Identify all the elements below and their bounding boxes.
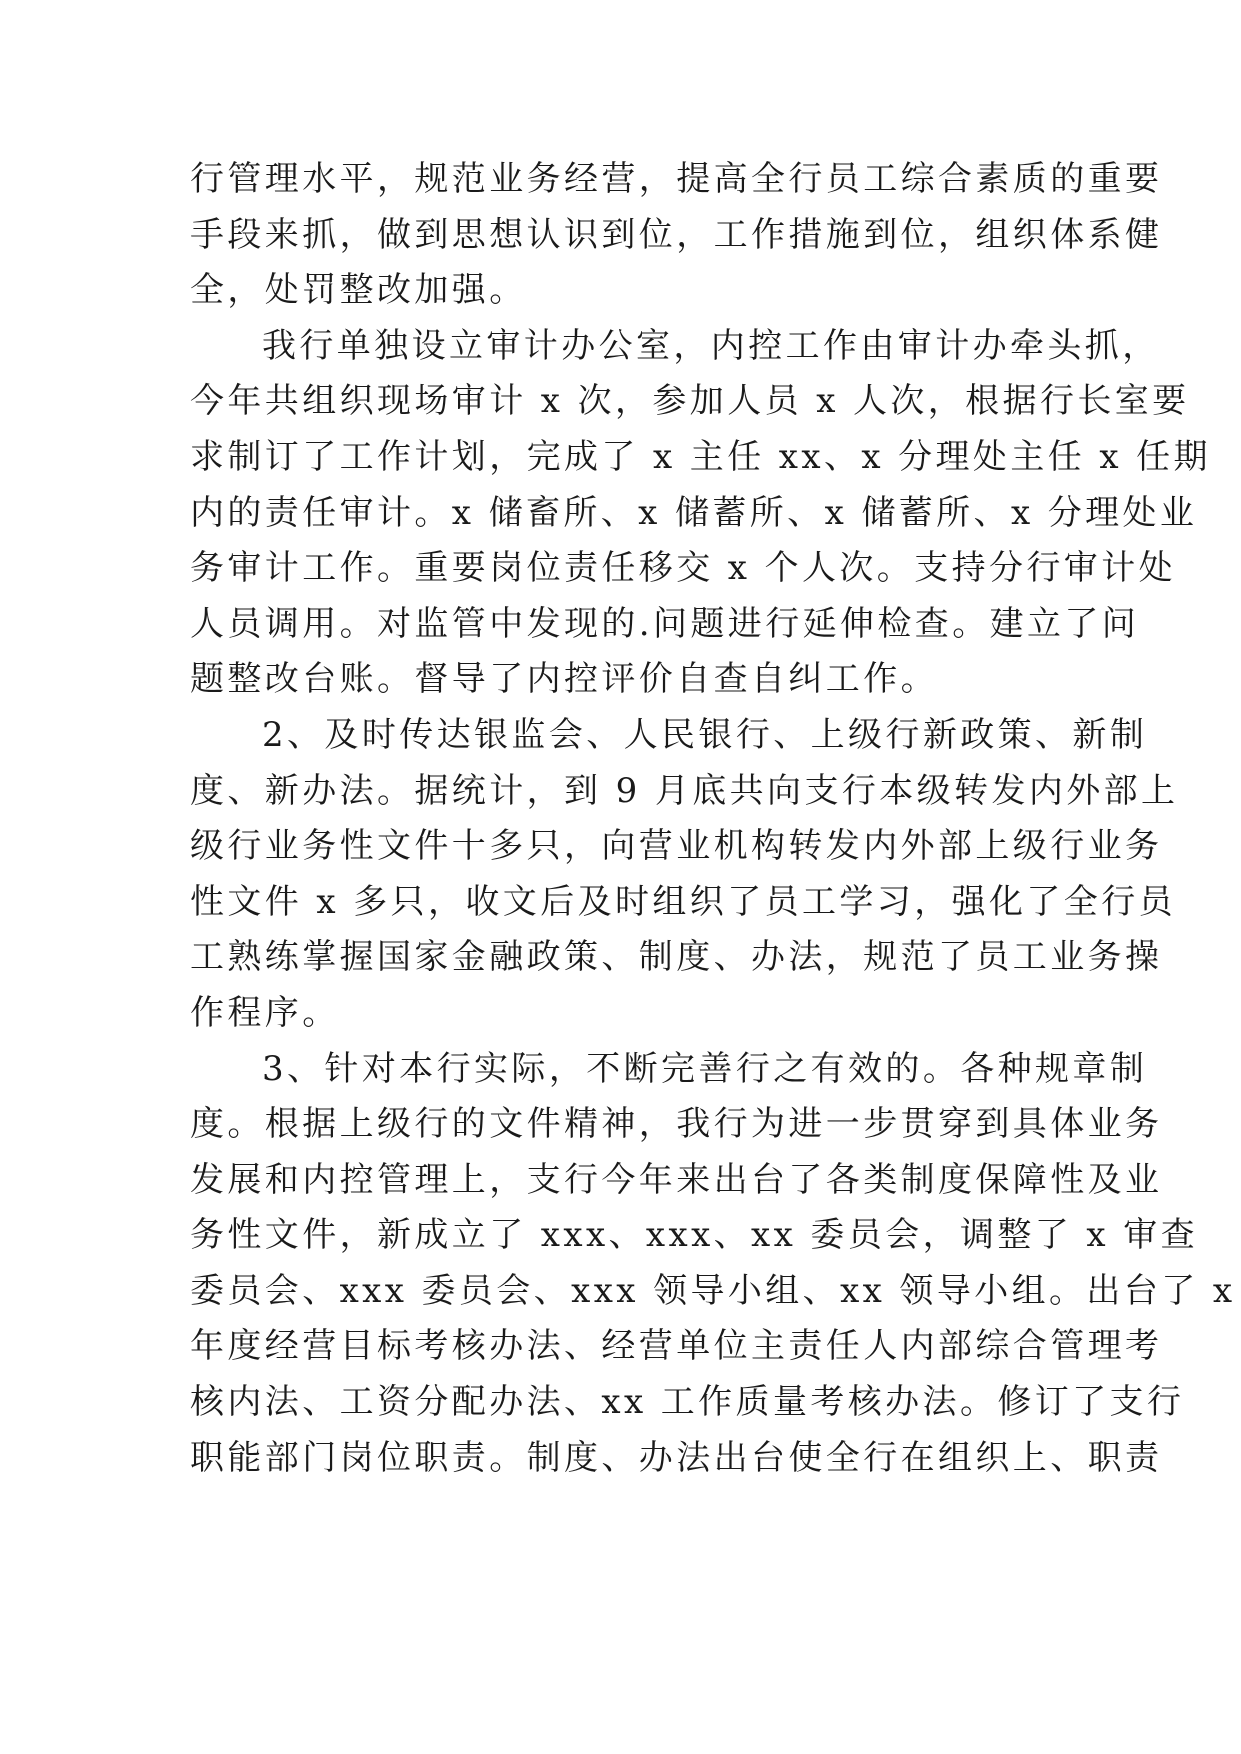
text-line: 性文件 x 多只，收文后及时组织了员工学习，强化了全行员 [190, 881, 1176, 922]
text-line: 题整改台账。督导了内控评价自查自纠工作。 [190, 659, 938, 700]
text-line: 求制订了工作计划，完成了 x 主任 xx、x 分理处主任 x 任期 [190, 436, 1211, 477]
text-line: 内的责任审计。x 储畜所、x 储蓄所、x 储蓄所、x 分理处业 [190, 492, 1198, 533]
text-line: 委员会、xxx 委员会、xxx 领导小组、xx 领导小组。出台了 x [190, 1270, 1236, 1311]
text-line: 作程序。 [190, 992, 340, 1033]
text-line: 度。根据上级行的文件精神，我行为进一步贯穿到具体业务 [190, 1104, 1163, 1145]
body-text [190, 152, 1236, 1486]
text-line: 2、及时传达银监会、人民银行、上级行新政策、新制 [262, 714, 1148, 755]
text-line: 全，处罚整改加强。 [190, 270, 527, 311]
text-line: 职能部门岗位职责。制度、办法出台使全行在组织上、职责 [190, 1437, 1163, 1478]
text-line: 核内法、工资分配办法、xx 工作质量考核办法。修订了支行 [190, 1382, 1185, 1423]
text-line: 我行单独设立审计办公室，内控工作由审计办牵头抓， [262, 325, 1160, 366]
text-line: 今年共组织现场审计 x 次，参加人员 x 人次，根据行长室要 [190, 381, 1190, 422]
text-line: 行管理水平，规范业务经营，提高全行员工综合素质的重要 [190, 159, 1163, 199]
text-line: 年度经营目标考核办法、经营单位主责任人内部综合管理考 [190, 1326, 1163, 1367]
text-line: 务审计工作。重要岗位责任移交 x 个人次。支持分行审计处 [190, 548, 1176, 589]
text-line: 手段来抓，做到思想认识到位，工作措施到位，组织体系健 [190, 214, 1163, 255]
text-line: 3、针对本行实际，不断完善行之有效的。各种规章制 [262, 1048, 1148, 1089]
text-line: 度、新办法。据统计，到 9 月底共向支行本级转发内外部上 [190, 770, 1179, 811]
text-line: 务性文件，新成立了 xxx、xxx、xx 委员会，调整了 x 审查 [190, 1215, 1199, 1256]
text-line: 发展和内控管理上，支行今年来出台了各类制度保障性及业 [190, 1159, 1163, 1200]
text-line: 级行业务性文件十多只，向营业机构转发内外部上级行业务 [190, 826, 1163, 867]
text-line: 工熟练掌握国家金融政策、制度、办法，规范了员工业务操 [190, 937, 1163, 978]
text-line: 人员调用。对监管中发现的.问题进行延伸检查。建立了问 [190, 603, 1140, 644]
